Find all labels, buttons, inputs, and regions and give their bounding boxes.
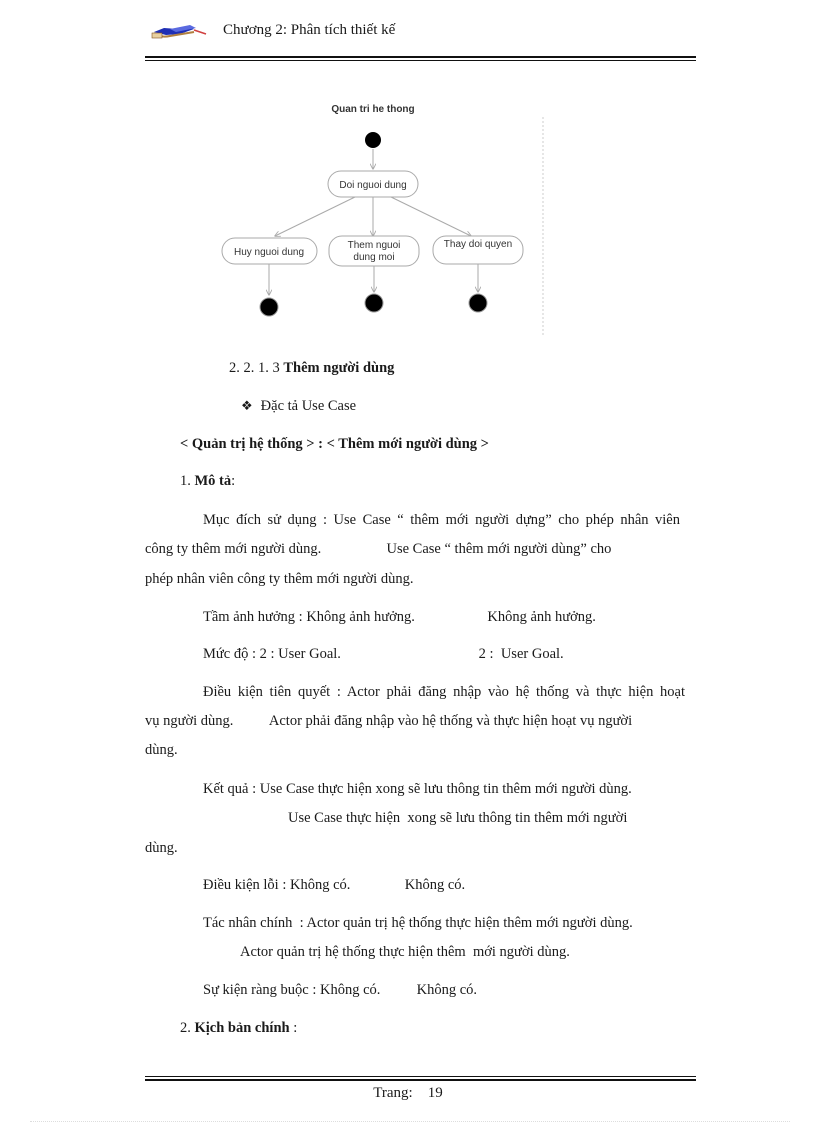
section-number: 2. 2. 1. 3 [229, 360, 280, 376]
edge-main-right [391, 197, 471, 236]
mota-label [180, 473, 235, 490]
muc-dich-line3: phép nhân viên công ty thêm mới người dùng. [145, 571, 414, 587]
header-rule-bottom [145, 60, 696, 61]
kich-ban-colon: : [293, 1020, 298, 1036]
activity-diagram [215, 95, 550, 340]
footer-rule-bottom [145, 1079, 696, 1081]
footer-rule-top [145, 1076, 696, 1077]
end-node-right [469, 294, 487, 312]
mota-title: Mô tả [194, 473, 232, 489]
node-left-label: Huy nguoi dung [233, 247, 305, 258]
section-title: Thêm người dùng [283, 360, 395, 376]
page-footer [0, 1085, 816, 1102]
kich-ban-title: Kịch bản chính [194, 1020, 290, 1036]
ket-qua-line1: Kết quả : Use Case thực hiện xong sẽ lưu thông tin thêm mới người dùng. [203, 781, 632, 797]
usecase-heading [180, 436, 489, 453]
page-bottom-dotline [30, 1121, 790, 1122]
dieu-kien-line1: Điều kiện tiên quyết : Actor phải đăng nhập vào hệ thống và thực hiện hoạt [203, 684, 685, 700]
dieu-kien-line2: vụ người dùng. Actor phải đăng nhập vào hệ thống và thực hiện hoạt vụ người [145, 713, 633, 729]
tac-nhan-line2: Actor quản trị hệ thống thực hiện thêm mới người dùng. [240, 944, 570, 960]
ket-qua-line2: Use Case thực hiện xong sẽ lưu thông tin thêm mới người [288, 810, 628, 826]
page-number: 19 [427, 1085, 443, 1101]
end-node-left [260, 298, 278, 316]
kich-ban-num: 2. [180, 1020, 191, 1036]
section-heading [229, 360, 394, 377]
start-node [365, 132, 381, 148]
header-title: Chương 2: Phân tích thiết kế [223, 22, 396, 38]
bullet-text: Đặc tả Use Case [260, 398, 357, 414]
dieu-kien-loi: Điều kiện lỗi : Không có. Không có. [203, 877, 466, 893]
mota-num: 1. [180, 473, 191, 489]
diamond-bullet-icon: ❖ [241, 398, 253, 413]
su-kien: Sự kiện ràng buộc : Không có. Không có. [203, 982, 478, 998]
logo-icon [150, 20, 210, 42]
ket-qua-line3: dùng. [145, 840, 178, 856]
kich-ban-label [180, 1020, 297, 1037]
usecase-heading-text: < Quản trị hệ thống > : < Thêm mới người dùng > [180, 436, 489, 452]
header-logo [150, 20, 210, 42]
tac-nhan-line1: Tác nhân chính : Actor quản trị hệ thống thực hiện thêm mới người dùng. [203, 915, 633, 931]
end-node-middle [365, 294, 383, 312]
bullet-item [241, 398, 356, 415]
node-main-label: Doi nguoi dung [339, 180, 407, 191]
tam-anh-huong: Tầm ảnh hưởng : Không ảnh hưởng. Không ảnh hưởng. [203, 609, 596, 625]
header-rule-top [145, 56, 696, 58]
edge-main-left [275, 197, 355, 236]
diagram-title: Quan tri he thong [331, 104, 415, 115]
muc-dich-line1: Mục đích sử dụng : Use Case “ thêm mới người dựng” cho phép nhân viên [203, 512, 680, 528]
muc-dich-line2: công ty thêm mới người dùng. Use Case “ thêm mới người dùng” cho [145, 541, 612, 557]
mota-colon: : [231, 473, 236, 489]
muc-do: Mức độ : 2 : User Goal. 2 : User Goal. [203, 646, 564, 662]
node-middle-label-2: dung moi [353, 252, 395, 263]
node-middle-label-1: Them nguoi [347, 240, 401, 251]
node-right-label: Thay doi quyen [443, 239, 513, 250]
footer-label: Trang: [373, 1085, 413, 1101]
dieu-kien-line3: dùng. [145, 742, 178, 758]
